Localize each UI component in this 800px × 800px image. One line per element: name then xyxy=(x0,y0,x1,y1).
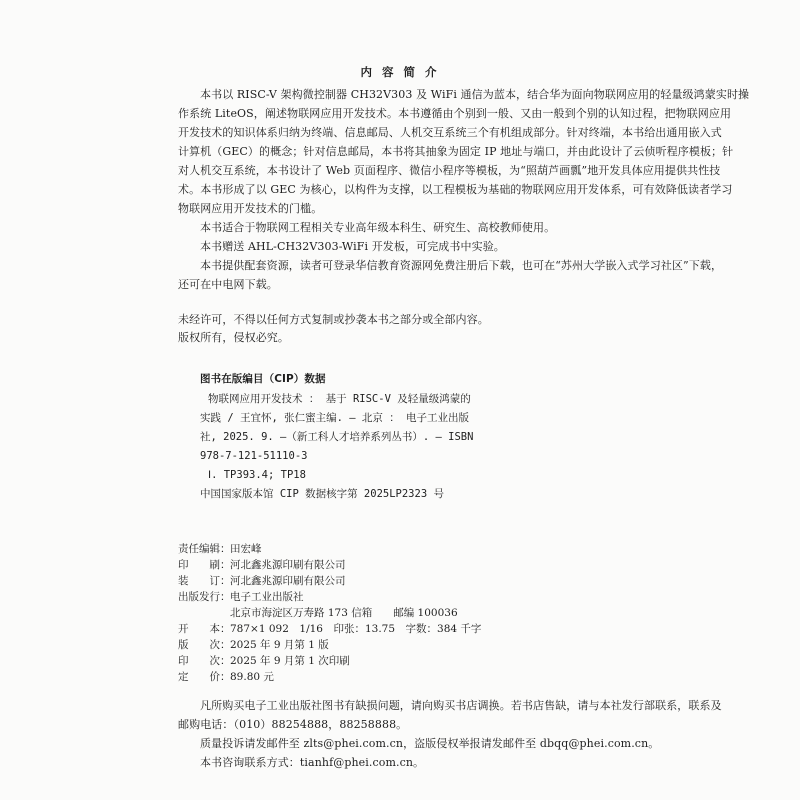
imprint-value: 河北鑫兆源印刷有限公司 xyxy=(230,575,346,587)
imprint-value: 田宏峰 xyxy=(230,543,262,555)
cip-line: 物联网应用开发技术 ： 基于 RISC-V 及轻量级鸿蒙的 xyxy=(208,393,471,405)
imprint-value: 2025 年 9 月第 1 版 xyxy=(230,639,329,651)
imprint-label: 装 订： xyxy=(178,575,231,587)
summary-title: 内 容 简 介 xyxy=(360,65,440,79)
imprint-label: 出版发行： xyxy=(178,591,231,603)
summary-line: 计算机（GEC）的概念；针对信息邮局，本书将其抽象为固定 IP 地址与端口，并由此设计了云侦听程序模板；针 xyxy=(178,145,734,158)
imprint-label: 开 本： xyxy=(178,623,231,635)
imprint-row xyxy=(178,623,481,636)
imprint-row xyxy=(178,607,458,620)
imprint-price: 89.80 元 xyxy=(230,671,274,683)
imprint-address: 北京市海淀区万寿路 173 信箱 邮编 100036 xyxy=(230,607,458,619)
imprint-row xyxy=(178,655,350,668)
imprint-row xyxy=(178,639,329,652)
complaint-contact: 质量投诉请发邮件至 zlts@phei.com.cn，盗版侵权举报请发邮件至 dbqq@phei.com.cn。 xyxy=(200,737,660,750)
summary-line: 术。本书形成了以 GEC 为核心，以构件为支撑，以工程模板为基础的物联网应用开发体系，可有效降低读者学习 xyxy=(178,183,733,196)
summary-line: 开发技术的知识体系归纳为终端、信息邮局、人机交互系统三个有机组成部分。针对终端，本书给出通用嵌入式 xyxy=(178,126,722,139)
cip-line: 实践 / 王宜怀, 张仁蜜主编. — 北京 ： 电子工业出版 xyxy=(200,412,470,424)
cip-line: 社, 2025. 9. —（新工科人才培养系列丛书）. — ISBN xyxy=(200,431,474,443)
imprint-label: 责任编辑： xyxy=(178,543,231,555)
imprint-label: 版 次： xyxy=(178,639,231,651)
summary-paragraph-3: 本书赠送 AHL-CH32V303-WiFi 开发板，可完成书中实验。 xyxy=(200,240,505,253)
cip-heading: 图书在版编目（CIP）数据 xyxy=(200,373,326,385)
rights-reserved: 版权所有，侵权必究。 xyxy=(178,331,289,344)
imprint-row xyxy=(178,559,346,572)
summary-line: 对人机交互系统，本书设计了 Web 页面程序、微信小程序等模板，为“照葫芦画瓢”地开发具体应用提供共性技 xyxy=(178,164,721,177)
summary-line: 本书以 RISC-V 架构微控制器 CH32V303 及 WiFi 通信为蓝本，结合华为面向物联网应用的轻量级鸿蒙实时操 xyxy=(200,88,750,101)
inquiry-contact: 本书咨询联系方式：tianhf@phei.com.cn。 xyxy=(200,756,425,769)
summary-paragraph-2: 本书适合于物联网工程相关专业高年级本科生、研究生、高校教师使用。 xyxy=(200,221,556,234)
copyright-notice: 未经许可，不得以任何方式复制或抄袭本书之部分或全部内容。 xyxy=(178,313,489,326)
notice-line: 邮购电话：（010）88254888，88258888。 xyxy=(178,718,408,731)
imprint-row xyxy=(178,575,346,588)
summary-line: 物联网应用开发技术的门槛。 xyxy=(178,202,323,215)
imprint-value: 787×1 092 1/16 印张：13.75 字数：384 千字 xyxy=(230,623,482,635)
imprint-row xyxy=(178,543,262,556)
imprint-row xyxy=(178,591,304,604)
imprint-label: 印 刷： xyxy=(178,559,231,571)
summary-line: 作系统 LiteOS，阐述物联网应用开发技术。本书遵循由个别到一般、又由一般到个别的认知过程，把物联网应用 xyxy=(178,107,732,120)
imprint-row xyxy=(178,671,274,684)
cip-number: 中国国家版本馆 CIP 数据核字第 2025LP2323 号 xyxy=(200,488,444,500)
summary-paragraph-4-line: 本书提供配套资源，读者可登录华信教育资源网免费注册后下载，也可在“苏州大学嵌入式学习社区”下载， xyxy=(200,259,723,272)
cip-isbn: 978-7-121-51110-3 xyxy=(200,450,308,462)
imprint-value: 电子工业出版社 xyxy=(230,591,304,603)
notice-line: 凡所购买电子工业出版社图书有缺损问题，请向购买书店调换。若书店售缺，请与本社发行部联系，联系及 xyxy=(200,699,722,712)
summary-paragraph-4-line: 还可在中电网下载。 xyxy=(178,278,278,291)
imprint-value: 河北鑫兆源印刷有限公司 xyxy=(230,559,346,571)
cip-classification: Ⅰ. TP393.4; TP18 xyxy=(208,469,306,481)
imprint-label: 印 次： xyxy=(178,655,231,667)
imprint-label: 定 价： xyxy=(178,671,231,683)
imprint-value: 2025 年 9 月第 1 次印刷 xyxy=(230,655,350,667)
